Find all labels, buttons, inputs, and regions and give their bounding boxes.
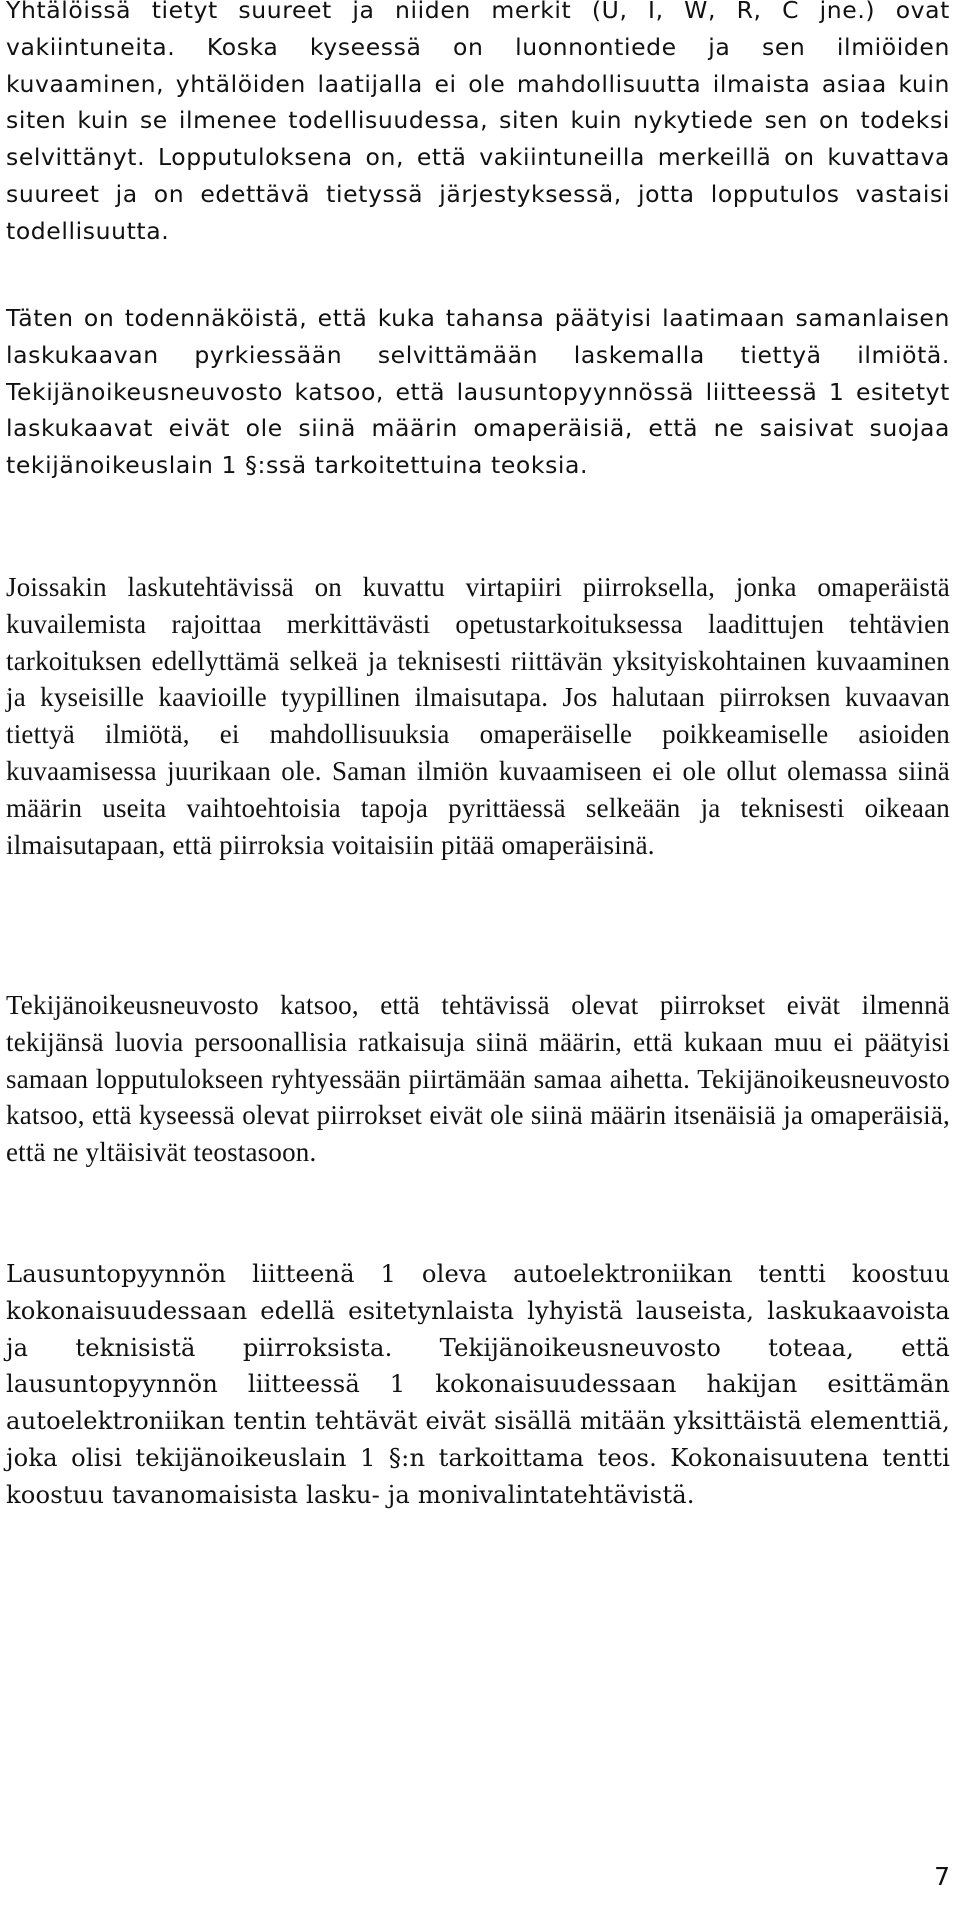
paragraph-formulas-originality: Täten on todennäköistä, että kuka tahansa päätyisi laatimaan samanlaisen laskukaavan pyrkiessään selvittämään laskemalla tiettyä ilmiötä. Tekijänoikeusneuvosto katsoo, että lausuntopyynnössä liitteessä 1 esitetyt laskukaavat eivät ole siinä määrin omaperäisiä, että ne saisivat suojaa tekijänoikeuslain 1 §:ssä tarkoitettuina teoksia. [6,304,950,480]
paragraph-equations: Yhtälöissä tietyt suureet ja niiden merkit (U, I, W, R, C jne.) ovat vakiintuneita. Koska kyseessä on luonnontiede ja sen ilmiöiden kuvaaminen, yhtälöiden laatijalla ei ole mahdollisuutta ilmaista asiaa kuin siten kuin se ilmenee todellisuudessa, siten kuin nykytiede sen on todeksi selvittänyt. Lopputuloksena on, että vakiintuneilla merkeillä on kuvattava suureet ja on edettävä tietyssä järjestyksessä, jotta lopputulos vastaisi todellisuutta. [6,0,950,245]
paragraph-circuit-drawings: Joissakin laskutehtävissä on kuvattu virtapiiri piirroksella, jonka omaperäistä kuvailemista rajoittaa merkittävästi opetustarkoituksessa laadittujen tehtävien tarkoituksen edellyttämä selkeä ja teknisesti riittävän yksityiskohtainen kuvaaminen ja kyseisille kaavioille tyypillinen ilmaisutapa. Jos halutaan piirroksen kuvaavan tiettyä ilmiötä, ei mahdollisuuksia omaperäiselle poikkeamiselle asioiden kuvaamisessa juurikaan ole. Saman ilmiön kuvaamiseen ei ole ollut olemassa siinä määrin useita vaihtoehtoisia tapoja pyrittäessä selkeään ja teknisesti oikeaan ilmaisutapaan, että piirroksia voitaisiin pitää omaperäisinä. [6,572,950,860]
paragraph-exam-conclusion: Lausuntopyynnön liitteenä 1 oleva autoelektroniikan tentti koostuu kokonaisuudessaan edellä esitetynlaista lyhyistä lauseista, laskukaavoista ja teknisistä piirroksista. Tekijänoikeusneuvosto toteaa, että lausuntopyynnön liitteessä 1 kokonaisuudessaan hakijan esittämän autoelektroniikan tentin tehtävät eivät sisällä mitään yksittäistä elementtiä, joka olisi tekijänoikeuslain 1 §:n tarkoittama teos. Kokonaisuutena tentti koostuu tavanomaisista lasku- ja monivalintatehtävistä. [6,1260,950,1509]
page-number: 7 [934,1862,950,1891]
paragraph-drawings-conclusion: Tekijänoikeusneuvosto katsoo, että tehtävissä olevat piirrokset eivät ilmennä tekijänsä luovia persoonallisia ratkaisuja siinä määrin, että kukaan muu ei päätyisi samaan lopputulokseen ryhtyessään piirtämään samaa aihetta. Tekijänoikeusneuvosto katsoo, että kyseessä olevat piirrokset eivät ole siinä määrin itsenäisiä ja omaperäisiä, että ne yltäisivät teostasoon. [6,990,950,1168]
